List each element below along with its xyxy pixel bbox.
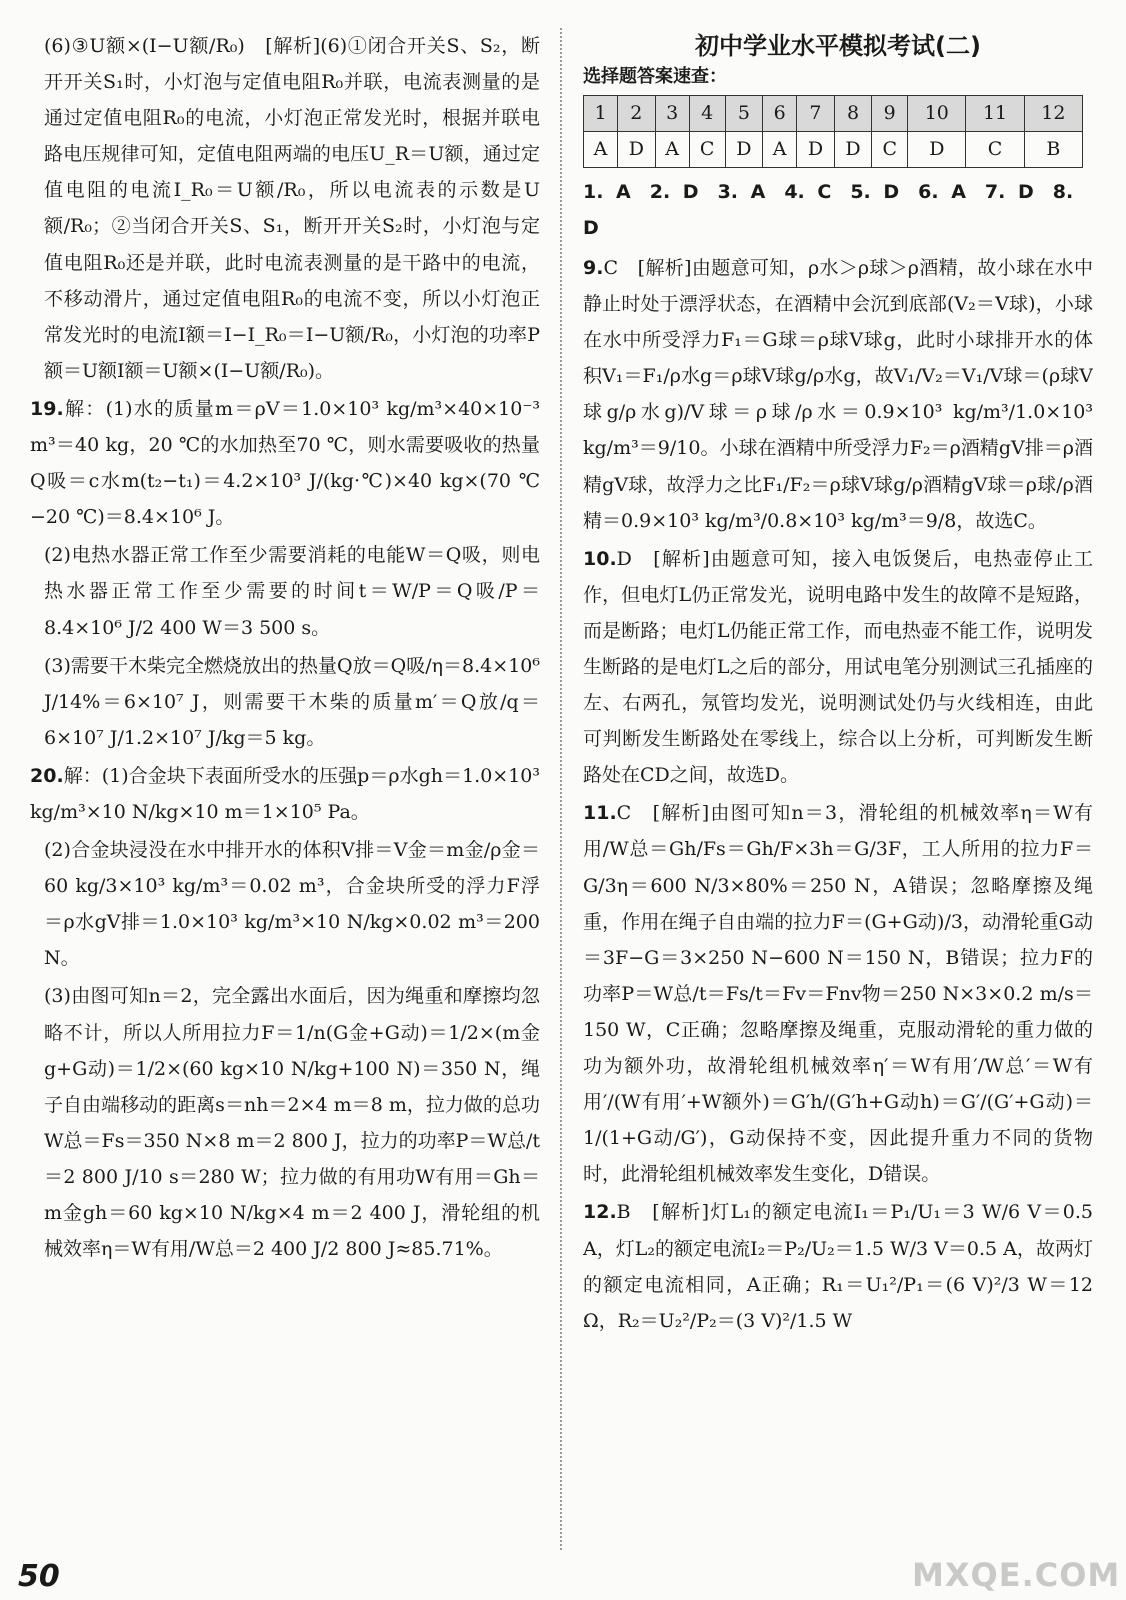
answer-table-number-cell: 9 bbox=[872, 96, 908, 132]
left-column bbox=[30, 28, 540, 1550]
question-number: 20. bbox=[30, 764, 64, 787]
answer-table-answer-row bbox=[584, 131, 1083, 167]
left-paragraph bbox=[30, 537, 540, 645]
left-paragraph bbox=[30, 648, 540, 756]
paragraph-text: C [解析]由题意可知，ρ水＞ρ球＞ρ酒精，故小球在水中静止时处于漂浮状态，在酒精中会沉到底部(V₂＝V球)，小球在水中所受浮力F₁＝G球＝ρ球V球g，此时小球排开水的体积V₁＝F₁/ρ水g＝ρ球V球g/ρ水g，故V₁/V₂＝V₁/V球＝(ρ球V球g/ρ水g)/V球＝ρ球/ρ水＝0.9×10³ kg/m³/1.0×10³ kg/m³＝9/10。小球在酒精中所受浮力F₂＝ρ酒精gV排＝ρ酒精gV球，故浮力之比F₁/F₂＝ρ球V球g/ρ酒精gV球＝ρ球/ρ酒精＝0.9×10³ kg/m³/0.8×10³ kg/m³＝9/8，故选C。 bbox=[583, 256, 1093, 532]
right-paragraph bbox=[583, 1194, 1093, 1338]
left-paragraph bbox=[30, 391, 540, 535]
answer-table-answer-cell: D bbox=[618, 131, 656, 167]
left-paragraph bbox=[30, 832, 540, 976]
paragraph-text: 解：(1)水的质量m＝ρV＝1.0×10³ kg/m³×40×10⁻³ m³＝40 kg，20 ℃的水加热至70 ℃，则水需要吸收的热量Q吸＝c水m(t₂−t₁)＝4.2×10³ J/(kg·℃)×40 kg×(70 ℃−20 ℃)＝8.4×10⁶ J。 bbox=[30, 397, 540, 529]
answer-table-answer-cell: C bbox=[689, 131, 725, 167]
right-explanations bbox=[583, 250, 1093, 1339]
paragraph-text: (6)③U额×(I−U额/R₀) [解析](6)①闭合开关S、S₂，断开开关S₁时，小灯泡与定值电阻R₀并联，电流表测量的是通过定值电阻R₀的电流，小灯泡正常发光时，根据并联电路电压规律可知，定值电阻两端的电压U_R＝U额，通过定值电阻的电流I_R₀＝U额/R₀，所以电流表的示数是U额/R₀；②当闭合开关S、S₁，断开开关S₂时，小灯泡与定值电阻R₀还是并联，此时电流表测量的是干路中的电流，不移动滑片，通过定值电阻R₀的电流不变，所以小灯泡正常发光时的电流I额＝I−I_R₀＝I−U额/R₀，小灯泡的功率P额＝U额I额＝U额×(I−U额/R₀)。 bbox=[44, 35, 540, 382]
paragraph-text: B [解析]灯L₁的额定电流I₁＝P₁/U₁＝3 W/6 V＝0.5 A，灯L₂的额定电流I₂＝P₂/U₂＝1.5 W/3 V＝0.5 A，故两灯的额定电流相同，A正确；R₁＝U₁²/P₁＝(6 V)²/3 W＝12 Ω，R₂＝U₂²/P₂＝(3 V)²/1.5 W bbox=[583, 1201, 1093, 1332]
question-number: 10. bbox=[583, 547, 617, 570]
paragraph-text: (2)合金块浸没在水中排开水的体积V排＝V金＝m金/ρ金＝60 kg/3×10³ kg/m³＝0.02 m³，合金块所受的浮力F浮＝ρ水gV排＝1.0×10³ kg/m³×10 N/kg×0.02 m³＝200 N。 bbox=[44, 839, 540, 970]
answer-table-number-cell: 11 bbox=[966, 96, 1024, 132]
paragraph-text: 解：(1)合金块下表面所受水的压强p＝ρ水gh＝1.0×10³ kg/m³×10 N/kg×10 m＝1×10⁵ Pa。 bbox=[30, 764, 540, 823]
question-number: 9. bbox=[583, 256, 604, 279]
answer-table bbox=[583, 95, 1083, 168]
right-paragraph bbox=[583, 250, 1093, 539]
quick-answer-label: 选择题答案速查： bbox=[583, 66, 727, 87]
short-answers: 1. A 2. D 3. A 4. C 5. D 6. A 7. D 8. D bbox=[583, 180, 1074, 239]
answer-table-answer-cell: C bbox=[966, 131, 1024, 167]
paragraph-text: (3)由图可知n＝2，完全露出水面后，因为绳重和摩擦均忽略不计，所以人所用拉力F＝1/n(G金+G动)＝1/2×(m金g+G动)＝1/2×(60 kg×10 N/kg+100 N)＝350 N，绳子自由端移动的距离s＝nh＝2×4 m＝8 m，拉力做的总功W总＝Fs＝350 N×8 m＝2 800 J，拉力的功率P＝W总/t＝2 800 J/10 s＝280 W；拉力做的有用功W有用＝Gh＝m金gh＝60 kg×10 N/kg×4 m＝2 400 J，滑轮组的机械效率η＝W有用/W总＝2 400 J/2 800 J≈85.71%。 bbox=[44, 985, 540, 1261]
left-paragraph bbox=[30, 978, 540, 1267]
answer-table-answer-cell: A bbox=[763, 131, 797, 167]
question-number: 11. bbox=[583, 802, 617, 825]
question-number: 19. bbox=[30, 397, 64, 420]
answer-table-number-cell: 6 bbox=[763, 96, 797, 132]
right-paragraph bbox=[583, 541, 1093, 794]
paragraph-text: (3)需要干木柴完全燃烧放出的热量Q放＝Q吸/η＝8.4×10⁶ J/14%＝6×10⁷ J，则需要干木柴的质量m′＝Q放/q＝6×10⁷ J/1.2×10⁷ J/kg＝5 kg。 bbox=[44, 654, 540, 749]
right-column bbox=[583, 28, 1093, 1550]
column-divider bbox=[560, 28, 562, 1550]
answer-table-answer-cell: A bbox=[655, 131, 689, 167]
answer-table-number-cell: 1 bbox=[584, 96, 618, 132]
answer-table-number-cell: 8 bbox=[834, 96, 872, 132]
answer-table-number-row bbox=[584, 96, 1083, 132]
answer-table-number-cell: 4 bbox=[689, 96, 725, 132]
answer-table-answer-cell: C bbox=[872, 131, 908, 167]
paragraph-text: C [解析]由图可知n＝3，滑轮组的机械效率η＝W有用/W总＝Gh/Fs＝Gh/F×3h＝G/3F，工人所用的拉力F＝G/3η＝600 N/3×80%＝250 N，A错误；忽略摩擦及绳重，作用在绳子自由端的拉力F＝(G+G动)/3，动滑轮重G动＝3F−G＝3×250 N−600 N＝150 N，B错误；拉力F的功率P＝W总/t＝Fs/t＝Fv＝Fnv物＝250 N×3×0.2 m/s＝150 W，C正确；忽略摩擦及绳重，克服动滑轮的重力做的功为额外功，故滑轮组机械效率η′＝W有用′/W总′＝W有用′/(W有用′+W额外)＝G′h/(G′h+G动h)＝G′/(G′+G动)＝1/(1+G动/G′)，G动保持不变，因此提升重力不同的货物时，此滑轮组机械效率发生变化，D错误。 bbox=[583, 802, 1093, 1186]
paragraph-text: D [解析]由题意可知，接入电饭煲后，电热壶停止工作，但电灯L仍正常发光，说明电路中发生的故障不是短路，而是断路；电灯L仍能正常工作，而电热壶不能工作，说明发生断路的是电灯L之后的部分，用试电笔分别测试三孔插座的左、右两孔，氖管均发光，说明测试处仍与火线相连，由此可判断发生断路处在零线上，综合以上分析，可判断发生断路处在CD之间，故选D。 bbox=[583, 547, 1093, 787]
left-paragraph bbox=[30, 758, 540, 830]
answer-table-number-cell: 5 bbox=[725, 96, 763, 132]
question-number: 12. bbox=[583, 1201, 617, 1224]
answer-table-number-cell: 3 bbox=[655, 96, 689, 132]
exam-title: 初中学业水平模拟考试(二) bbox=[695, 32, 981, 60]
left-paragraph bbox=[30, 28, 540, 389]
answer-table-number-cell: 10 bbox=[908, 96, 966, 132]
answer-table-answer-cell: B bbox=[1024, 131, 1082, 167]
page-number: 50 bbox=[18, 1559, 60, 1594]
answer-table-answer-cell: D bbox=[725, 131, 763, 167]
watermark-logo bbox=[912, 1506, 1121, 1594]
answer-table-answer-cell: D bbox=[908, 131, 966, 167]
answer-table-answer-cell: A bbox=[584, 131, 618, 167]
answer-table-answer-cell: D bbox=[797, 131, 835, 167]
right-paragraph bbox=[583, 795, 1093, 1192]
answer-table-number-cell: 2 bbox=[618, 96, 656, 132]
answer-table-answer-cell: D bbox=[834, 131, 872, 167]
answer-table-number-cell: 7 bbox=[797, 96, 835, 132]
answer-table-number-cell: 12 bbox=[1024, 96, 1082, 132]
paragraph-text: (2)电热水器正常工作至少需要消耗的电能W＝Q吸，则电热水器正常工作至少需要的时间t＝W/P＝Q吸/P＝8.4×10⁶ J/2 400 W＝3 500 s。 bbox=[44, 544, 540, 639]
watermark-text: MXQE.COM bbox=[912, 1556, 1121, 1594]
